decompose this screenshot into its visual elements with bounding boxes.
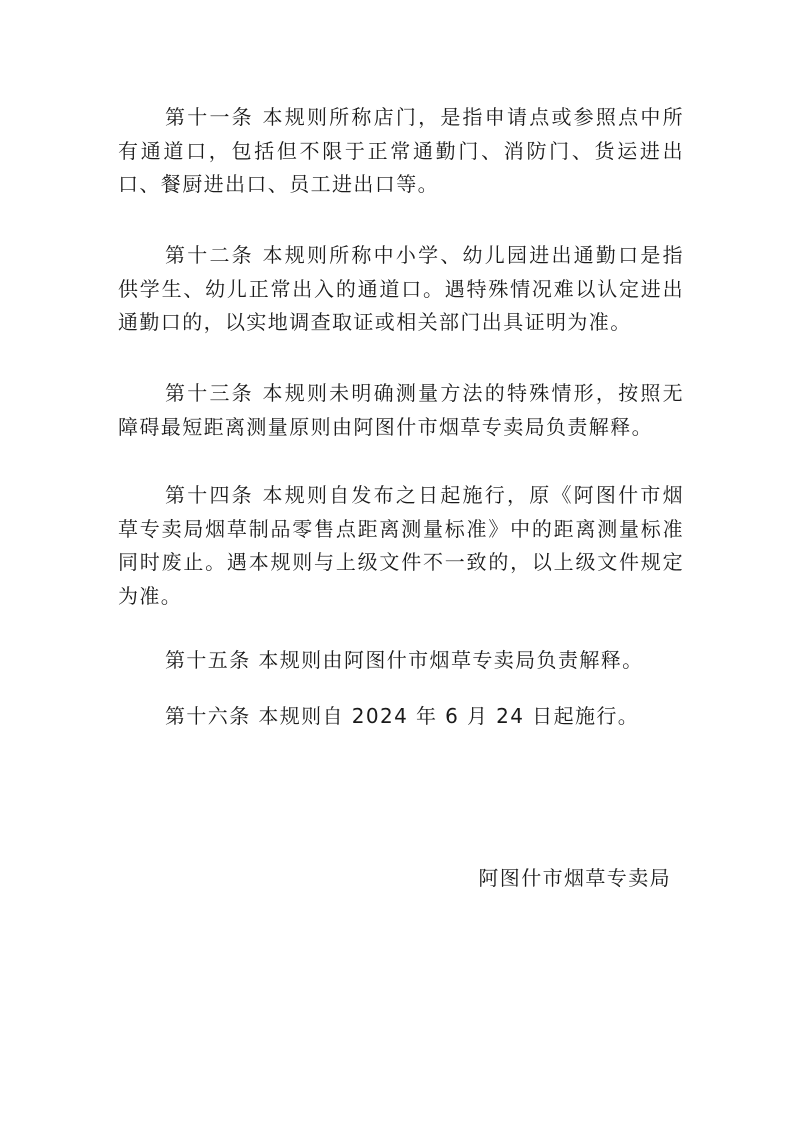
article-11-paragraph: 第十一条 本规则所称店门，是指申请点或参照点中所有通道口，包括但不限于正常通勤门、消防门、货运进出口、餐厨进出口、员工进出口等。 [118,105,684,196]
article-14-paragraph: 第十四条 本规则自发布之日起施行，原《阿图什市烟草专卖局烟草制品零售点距离测量标准》中的距离测量标准同时废止。遇本规则与上级文件不一致的，以上级文件规定为准。 [118,483,684,608]
article-13-paragraph: 第十三条 本规则未明确测量方法的特殊情形，按照无障碍最短距离测量原则由阿图什市烟草专卖局负责解释。 [118,381,684,439]
issuer-signature: 阿图什市烟草专卖局 [478,866,671,890]
article-16-paragraph: 第十六条 本规则自 2024 年 6 月 24 日起施行。 [165,704,640,728]
article-12-paragraph: 第十二条 本规则所称中小学、幼儿园进出通勤口是指供学生、幼儿正常出入的通道口。遇特殊情况难以认定进出通勤口的，以实地调查取证或相关部门出具证明为准。 [118,243,684,334]
article-15-paragraph: 第十五条 本规则由阿图什市烟草专卖局负责解释。 [165,648,644,672]
